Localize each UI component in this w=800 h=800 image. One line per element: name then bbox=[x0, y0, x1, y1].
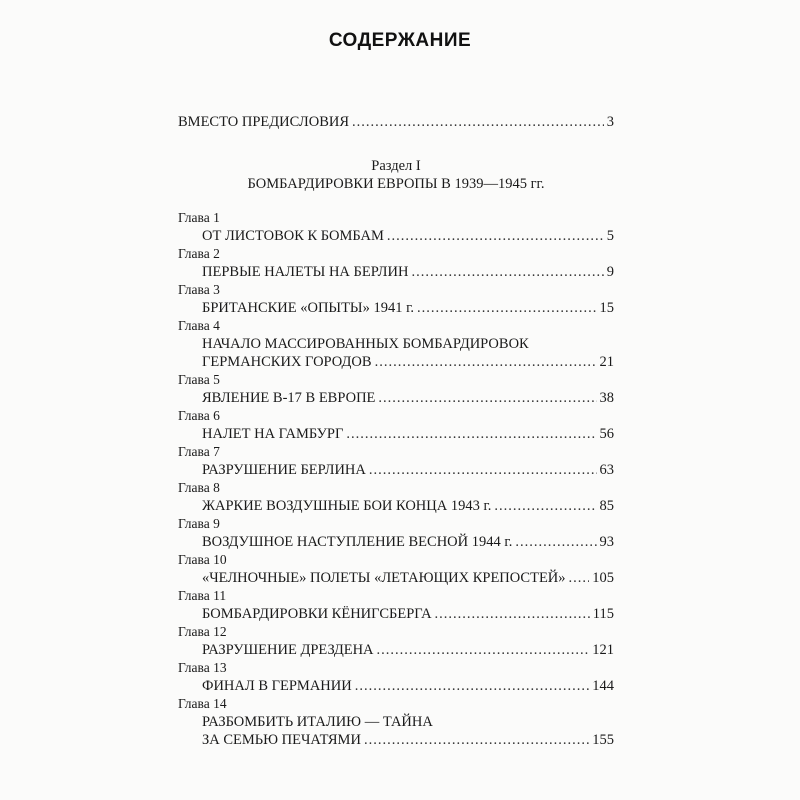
chapter-entry bbox=[178, 407, 614, 443]
chapter-title-row bbox=[178, 227, 614, 245]
chapter-entry bbox=[178, 443, 614, 479]
chapter-title-row bbox=[178, 353, 614, 371]
section-heading bbox=[178, 157, 614, 193]
chapter-entry bbox=[178, 245, 614, 281]
dot-leader bbox=[378, 389, 596, 407]
dot-leader bbox=[417, 299, 596, 317]
chapter-label: Глава 11 bbox=[178, 588, 227, 603]
chapter-page-number: 115 bbox=[592, 606, 614, 622]
chapter-page-number: 15 bbox=[599, 300, 614, 316]
dot-leader bbox=[515, 533, 596, 551]
chapter-label: Глава 12 bbox=[178, 624, 227, 639]
dot-leader bbox=[369, 461, 597, 479]
chapter-label: Глава 4 bbox=[178, 318, 220, 333]
chapter-title: ПЕРВЫЕ НАЛЕТЫ НА БЕРЛИН bbox=[202, 264, 409, 280]
chapter-label: Глава 13 bbox=[178, 660, 227, 675]
dot-leader bbox=[435, 605, 590, 623]
chapter-title: НАЛЕТ НА ГАМБУРГ bbox=[202, 426, 344, 442]
entry-page-number: 3 bbox=[606, 114, 614, 130]
chapter-title: РАЗРУШЕНИЕ БЕРЛИНА bbox=[202, 462, 366, 478]
section-title: БОМБАРДИРОВКИ ЕВРОПЫ В 1939—1945 гг. bbox=[247, 176, 545, 192]
table-of-contents bbox=[178, 113, 614, 749]
chapter-title-row bbox=[178, 461, 614, 479]
dot-leader bbox=[375, 353, 597, 371]
chapter-label: Глава 9 bbox=[178, 516, 220, 531]
chapter-label: Глава 7 bbox=[178, 444, 220, 459]
chapter-title: ВОЗДУШНОЕ НАСТУПЛЕНИЕ ВЕСНОЙ 1944 г. bbox=[202, 534, 513, 550]
chapter-title: ГЕРМАНСКИХ ГОРОДОВ bbox=[202, 354, 372, 370]
chapter-page-number: 85 bbox=[599, 498, 614, 514]
chapter-title-row bbox=[178, 569, 614, 587]
chapter-title-row bbox=[178, 263, 614, 281]
chapter-title: БОМБАРДИРОВКИ КЁНИГСБЕРГА bbox=[202, 606, 432, 622]
chapter-label: Глава 3 bbox=[178, 282, 220, 297]
chapter-label: Глава 6 bbox=[178, 408, 220, 423]
dot-leader bbox=[387, 227, 604, 245]
chapter-label: Глава 8 bbox=[178, 480, 220, 495]
dot-leader bbox=[346, 425, 596, 443]
chapter-title-row bbox=[178, 497, 614, 515]
chapter-entry bbox=[178, 659, 614, 695]
chapter-title: ЖАРКИЕ ВОЗДУШНЫЕ БОИ КОНЦА 1943 г. bbox=[202, 498, 492, 514]
dot-leader bbox=[364, 731, 589, 749]
chapter-entry bbox=[178, 623, 614, 659]
chapter-title: ЯВЛЕНИЕ В-17 В ЕВРОПЕ bbox=[202, 390, 376, 406]
chapter-title: ФИНАЛ В ГЕРМАНИИ bbox=[202, 678, 352, 694]
chapter-page-number: 93 bbox=[599, 534, 614, 550]
chapter-page-number: 155 bbox=[592, 732, 614, 748]
chapter-title-row bbox=[178, 425, 614, 443]
chapter-page-number: 121 bbox=[592, 642, 614, 658]
chapter-page-number: 105 bbox=[592, 570, 614, 586]
chapter-label: Глава 5 bbox=[178, 372, 220, 387]
chapter-entry bbox=[178, 209, 614, 245]
chapter-title: БРИТАНСКИЕ «ОПЫТЫ» 1941 г. bbox=[202, 300, 415, 316]
chapter-label: Глава 2 bbox=[178, 246, 220, 261]
chapter-list bbox=[178, 209, 614, 749]
chapter-title-row bbox=[178, 677, 614, 695]
chapter-page-number: 9 bbox=[606, 264, 614, 280]
chapter-page-number: 21 bbox=[599, 354, 614, 370]
chapter-title: ЗА СЕМЬЮ ПЕЧАТЯМИ bbox=[202, 732, 361, 748]
chapter-entry bbox=[178, 515, 614, 551]
chapter-label: Глава 1 bbox=[178, 210, 220, 225]
chapter-page-number: 144 bbox=[592, 678, 614, 694]
chapter-label: Глава 14 bbox=[178, 696, 227, 711]
dot-leader bbox=[494, 497, 596, 515]
chapter-entry bbox=[178, 281, 614, 317]
chapter-entry bbox=[178, 551, 614, 587]
entry-title: ВМЕСТО ПРЕДИСЛОВИЯ bbox=[178, 114, 350, 130]
dot-leader bbox=[355, 677, 590, 695]
chapter-page-number: 56 bbox=[599, 426, 614, 442]
section-label: Раздел I bbox=[371, 158, 421, 174]
chapter-title: «ЧЕЛНОЧНЫЕ» ПОЛЕТЫ «ЛЕТАЮЩИХ КРЕПОСТЕЙ» bbox=[202, 570, 566, 586]
dot-leader bbox=[377, 641, 590, 659]
dot-leader bbox=[352, 113, 604, 131]
chapter-title-line: НАЧАЛО МАССИРОВАННЫХ БОМБАРДИРОВОК bbox=[202, 336, 529, 352]
chapter-page-number: 38 bbox=[599, 390, 614, 406]
chapter-label: Глава 10 bbox=[178, 552, 227, 567]
dot-leader bbox=[411, 263, 603, 281]
chapter-title: РАЗРУШЕНИЕ ДРЕЗДЕНА bbox=[202, 642, 374, 658]
chapter-entry bbox=[178, 479, 614, 515]
chapter-title: ОТ ЛИСТОВОК К БОМБАМ bbox=[202, 228, 384, 244]
chapter-title-row bbox=[178, 731, 614, 749]
chapter-page-number: 5 bbox=[606, 228, 614, 244]
chapter-title-line: РАЗБОМБИТЬ ИТАЛИЮ — ТАЙНА bbox=[202, 714, 433, 730]
chapter-page-number: 63 bbox=[599, 462, 614, 478]
chapter-title-row bbox=[178, 641, 614, 659]
chapter-entry bbox=[178, 695, 614, 749]
chapter-title-row bbox=[178, 533, 614, 551]
chapter-title-row bbox=[178, 605, 614, 623]
toc-entry-foreword bbox=[178, 113, 614, 131]
dot-leader bbox=[569, 569, 590, 587]
chapter-entry bbox=[178, 371, 614, 407]
chapter-entry bbox=[178, 587, 614, 623]
chapter-title-row bbox=[178, 389, 614, 407]
page-title: СОДЕРЖАНИЕ bbox=[328, 30, 472, 51]
chapter-title-row bbox=[178, 299, 614, 317]
chapter-entry bbox=[178, 317, 614, 371]
